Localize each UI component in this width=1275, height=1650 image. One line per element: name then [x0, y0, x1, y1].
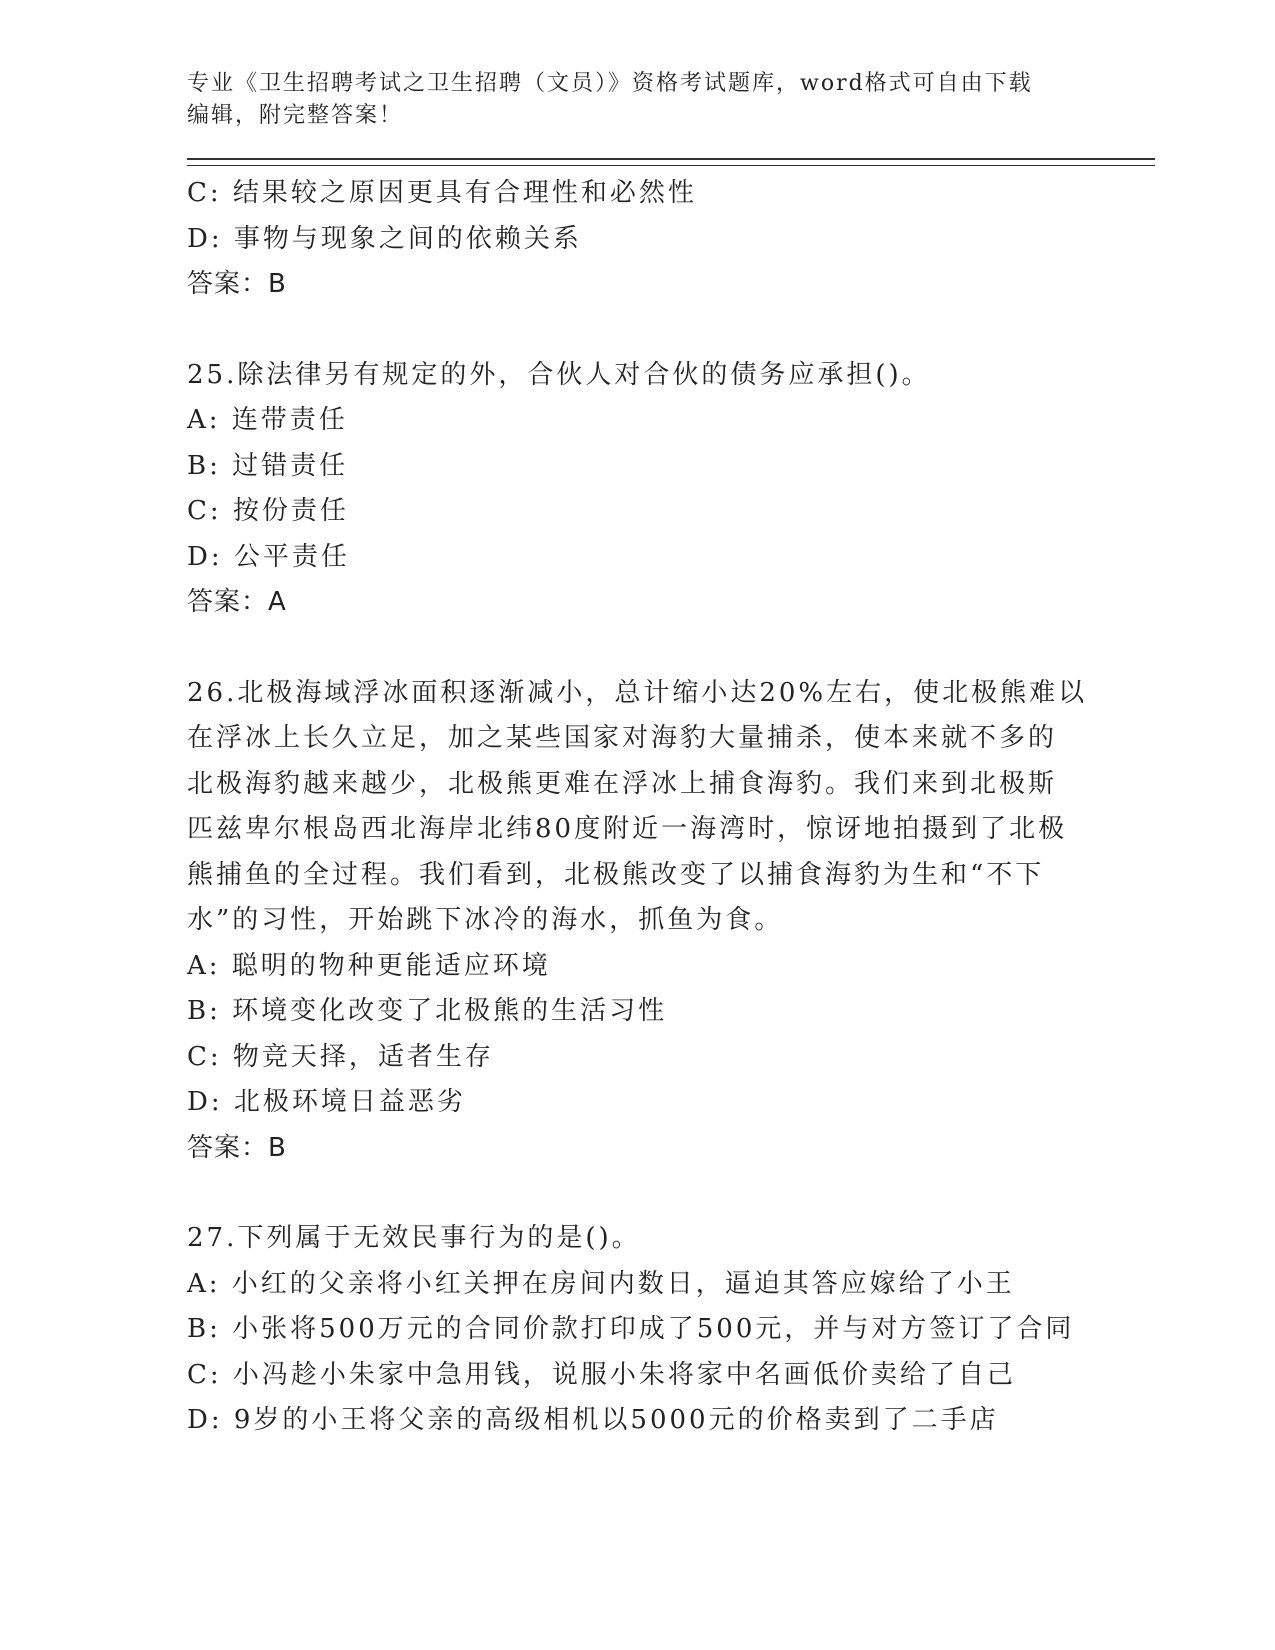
option-d: D: 事物与现象之间的依赖关系 — [187, 223, 582, 254]
option-b: B: 小张将500万元的合同价款打印成了500元，并与对方签订了合同 — [187, 1314, 1075, 1344]
option-c: C: 按份责任 — [187, 496, 349, 526]
answer: 答案：A — [187, 587, 287, 617]
option-c: C: 小冯趁小朱家中急用钱，说服小朱将家中名画低价卖给了自己 — [187, 1359, 1016, 1390]
option-b: B: 过错责任 — [187, 450, 349, 481]
question-stem-line: 在浮冰上长久立足，加之某些国家对海豹大量捕杀，使本来就不多的 — [187, 723, 1058, 753]
option-d: D: 北极环境日益恶劣 — [187, 1087, 466, 1117]
option-a: A: 连带责任 — [187, 405, 348, 435]
option-a: A: 聪明的物种更能适应环境 — [187, 950, 551, 981]
question-stem-line: 北极海豹越来越少，北极熊更难在浮冰上捕食海豹。我们来到北极斯 — [187, 768, 1058, 799]
question-stem-line: 匹兹卑尔根岛西北海岸北纬80度附近一海湾时，惊讶地拍摄到了北极 — [187, 814, 1068, 844]
option-c: C: 结果较之原因更具有合理性和必然性 — [187, 178, 697, 208]
question-26 — [187, 671, 1147, 1172]
option-b: B: 环境变化改变了北极熊的生活习性 — [187, 996, 668, 1026]
option-d: D: 公平责任 — [187, 541, 350, 572]
header-divider — [187, 158, 1155, 166]
prev-question-tail — [187, 171, 1147, 308]
question-stem-line: 26.北极海域浮冰面积逐渐减小，总计缩小达20%左右，使北极熊难以 — [187, 677, 1088, 708]
document-header — [187, 68, 1087, 132]
question-25 — [187, 353, 1147, 626]
header-title-line2: 编辑，附完整答案！ — [187, 103, 404, 128]
question-27 — [187, 1216, 1147, 1444]
question-stem: 27.下列属于无效民事行为的是()。 — [187, 1223, 641, 1253]
answer: 答案：B — [187, 1132, 287, 1163]
answer: 答案：B — [187, 269, 287, 299]
option-a: A: 小红的父亲将小红关押在房间内数日，逼迫其答应嫁给了小王 — [187, 1268, 1015, 1299]
question-stem: 25.除法律另有规定的外，合伙人对合伙的债务应承担()。 — [187, 359, 931, 390]
question-stem-line: 水”的习性，开始跳下冰冷的海水，抓鱼为食。 — [187, 905, 784, 935]
question-stem-line: 熊捕鱼的全过程。我们看到，北极熊改变了以捕食海豹为生和“不下 — [187, 859, 1045, 890]
document-page — [187, 68, 1147, 1444]
option-d: D: 9岁的小王将父亲的高级相机以5000元的价格卖到了二手店 — [187, 1405, 999, 1435]
header-title-line1: 专业《卫生招聘考试之卫生招聘（文员）》资格考试题库，word格式可自由下载 — [187, 71, 1033, 96]
option-c: C: 物竞天择，适者生存 — [187, 1041, 494, 1072]
